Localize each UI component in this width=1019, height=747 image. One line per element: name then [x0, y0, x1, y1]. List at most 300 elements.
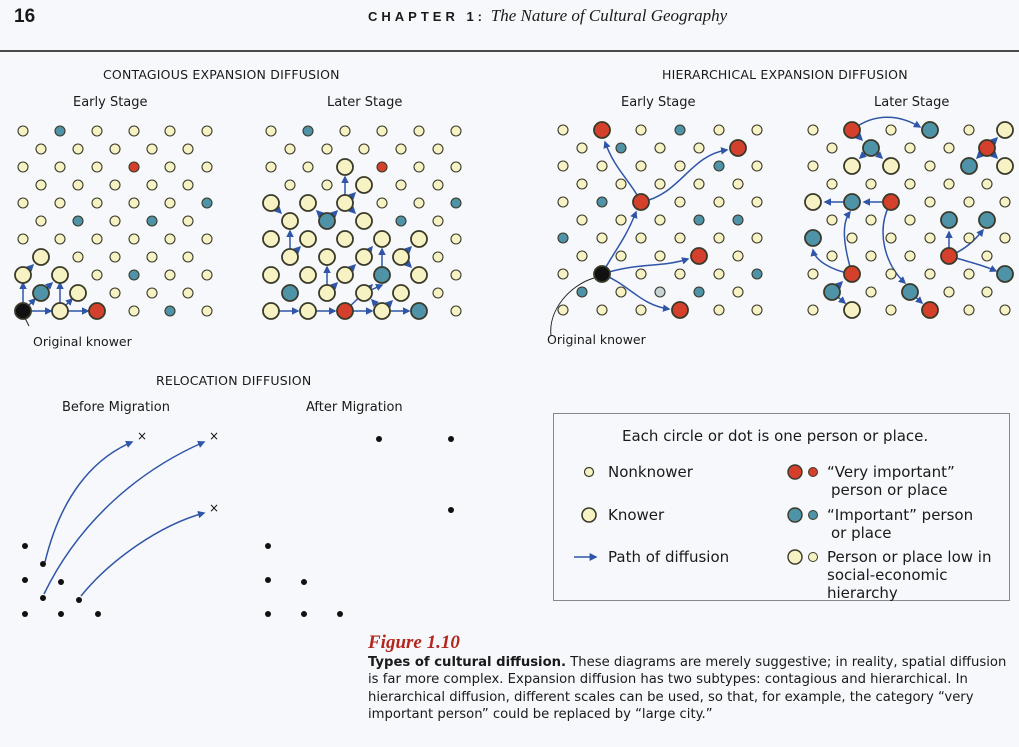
- low-person-dot: [558, 197, 568, 207]
- low-person-dot: [285, 180, 295, 190]
- person-dot: [448, 507, 454, 513]
- migrant-dot: [58, 579, 64, 585]
- diffusion-path: [641, 150, 727, 202]
- low-person-dot: [73, 180, 83, 190]
- low-person-dot: [714, 197, 724, 207]
- low-person-dot: [964, 305, 974, 315]
- low-person-dot: [322, 180, 332, 190]
- low-person-dot: [675, 197, 685, 207]
- very-important-small-icon: [809, 468, 818, 477]
- low-person-dot: [866, 215, 876, 225]
- low-person-dot: [129, 126, 139, 136]
- migrant-dot: [22, 611, 28, 617]
- important-person-dot: [733, 215, 743, 225]
- important-person-dot: [55, 126, 65, 136]
- important-person-dot: [558, 233, 568, 243]
- important-person-dot: [863, 140, 879, 156]
- low-person-dot: [165, 126, 175, 136]
- legend-important: “Important” person or place: [827, 506, 974, 542]
- knower-dot: [356, 249, 372, 265]
- low-person-dot: [714, 125, 724, 135]
- legend-very-important: “Very important” person or place: [827, 463, 955, 499]
- low-hierarchy-small-icon: [809, 553, 818, 562]
- low-person-dot: [202, 234, 212, 244]
- low-person-dot: [414, 162, 424, 172]
- low-person-dot: [827, 143, 837, 153]
- low-person-dot: [616, 215, 626, 225]
- low-person-dot: [92, 162, 102, 172]
- figure-caption: [368, 634, 1013, 724]
- low-person-dot: [655, 215, 665, 225]
- knower-dot: [319, 285, 335, 301]
- important-person-dot: [997, 266, 1013, 282]
- low-person-dot: [451, 234, 461, 244]
- low-person-dot: [414, 126, 424, 136]
- migrant-dot: [22, 543, 28, 549]
- very-important-person-dot: [730, 140, 746, 156]
- important-person-dot: [824, 284, 840, 300]
- low-person-dot: [129, 198, 139, 208]
- knower-dot: [300, 231, 316, 247]
- low-person-dot: [165, 198, 175, 208]
- low-person-dot: [266, 162, 276, 172]
- low-person-dot: [285, 144, 295, 154]
- knower-dot: [805, 194, 821, 210]
- low-person-dot: [377, 126, 387, 136]
- important-person-dot: [805, 230, 821, 246]
- person-dot: [376, 436, 382, 442]
- low-person-dot: [433, 180, 443, 190]
- low-hierarchy-large-icon: [788, 550, 802, 564]
- low-person-dot: [964, 125, 974, 135]
- low-person-dot: [752, 305, 762, 315]
- very-important-person-dot: [633, 194, 649, 210]
- important-small-icon: [809, 511, 818, 520]
- contagious-later-label: Later Stage: [327, 95, 403, 110]
- low-person-dot: [655, 143, 665, 153]
- hierarchical-later-diagram: [805, 117, 1013, 318]
- very-important-person-dot: [844, 122, 860, 138]
- low-person-dot: [1000, 233, 1010, 243]
- low-person-dot: [451, 270, 461, 280]
- low-person-dot: [714, 233, 724, 243]
- diffusion-path: [45, 442, 132, 562]
- migrant-dot: [58, 611, 64, 617]
- original-knower-dot: [594, 266, 610, 282]
- knower-dot: [263, 303, 279, 319]
- person-dot: [301, 579, 307, 585]
- low-person-dot: [733, 179, 743, 189]
- low-person-dot: [147, 144, 157, 154]
- low-person-dot: [303, 162, 313, 172]
- knower-dot: [70, 285, 86, 301]
- low-person-dot: [110, 252, 120, 262]
- low-person-dot: [55, 162, 65, 172]
- low-person-dot: [110, 144, 120, 154]
- low-person-dot: [944, 287, 954, 297]
- low-person-dot: [451, 162, 461, 172]
- low-person-dot: [636, 305, 646, 315]
- low-person-dot: [433, 252, 443, 262]
- important-person-dot: [396, 216, 406, 226]
- important-person-dot: [303, 126, 313, 136]
- low-person-dot: [92, 126, 102, 136]
- important-person-dot: [752, 269, 762, 279]
- hierarchical-later-label: Later Stage: [874, 95, 950, 110]
- low-person-dot: [18, 198, 28, 208]
- person-dot: [448, 436, 454, 442]
- low-person-dot: [616, 251, 626, 261]
- low-person-dot: [1000, 197, 1010, 207]
- low-person-dot: [905, 251, 915, 261]
- low-person-dot: [616, 287, 626, 297]
- relocation-after-label: After Migration: [306, 400, 403, 415]
- diffusion-path: [44, 442, 204, 594]
- low-person-dot: [183, 252, 193, 262]
- hierarchical-title: HIERARCHICAL EXPANSION DIFFUSION: [662, 67, 908, 82]
- low-person-dot: [982, 251, 992, 261]
- low-person-dot: [982, 287, 992, 297]
- knower-dot: [300, 195, 316, 211]
- very-important-large-icon: [788, 465, 802, 479]
- very-important-person-dot: [89, 303, 105, 319]
- important-person-dot: [902, 284, 918, 300]
- important-person-dot: [165, 306, 175, 316]
- low-person-dot: [577, 179, 587, 189]
- important-person-dot: [714, 161, 724, 171]
- low-person-dot: [733, 287, 743, 297]
- low-person-dot: [183, 216, 193, 226]
- low-person-dot: [714, 269, 724, 279]
- low-person-dot: [110, 288, 120, 298]
- knower-dot: [393, 285, 409, 301]
- low-person-dot: [925, 161, 935, 171]
- important-person-dot: [694, 287, 704, 297]
- low-person-dot: [451, 306, 461, 316]
- chapter-label: CHAPTER 1:: [368, 9, 487, 24]
- low-person-dot: [694, 143, 704, 153]
- low-person-dot: [636, 233, 646, 243]
- low-person-dot: [982, 179, 992, 189]
- low-person-dot: [808, 305, 818, 315]
- legend-box: [553, 413, 1010, 601]
- knower-dot: [52, 303, 68, 319]
- low-person-dot: [18, 234, 28, 244]
- very-important-person-dot: [844, 266, 860, 282]
- relocation-title: RELOCATION DIFFUSION: [156, 373, 312, 388]
- very-important-person-dot: [691, 248, 707, 264]
- important-person-dot: [202, 198, 212, 208]
- low-person-dot: [577, 251, 587, 261]
- diffusion-path: [81, 513, 204, 596]
- low-person-dot: [944, 179, 954, 189]
- knower-dot: [52, 267, 68, 283]
- low-person-dot: [266, 126, 276, 136]
- person-dot: [265, 577, 271, 583]
- important-person-dot: [597, 197, 607, 207]
- knower-dot: [393, 249, 409, 265]
- contagious-knower-pointer: [25, 318, 29, 326]
- knower-dot: [337, 159, 353, 175]
- contagious-later-diagram: [263, 126, 461, 319]
- low-person-dot: [925, 233, 935, 243]
- knower-dot: [411, 231, 427, 247]
- legend-nonknower: Nonknower: [608, 463, 693, 481]
- low-person-dot: [433, 216, 443, 226]
- low-person-dot: [847, 233, 857, 243]
- very-important-person-dot: [129, 162, 139, 172]
- low-person-dot: [886, 269, 896, 279]
- knower-dot: [282, 213, 298, 229]
- important-person-dot: [941, 212, 957, 228]
- person-dot: [301, 611, 307, 617]
- important-person-dot: [73, 216, 83, 226]
- very-important-person-dot: [883, 194, 899, 210]
- low-person-dot: [597, 233, 607, 243]
- important-person-dot: [675, 125, 685, 135]
- caption-lead: Types of cultural diffusion.: [368, 654, 567, 670]
- relocation-before-label: Before Migration: [62, 400, 170, 415]
- person-dot: [337, 611, 343, 617]
- low-person-dot: [129, 234, 139, 244]
- knower-dot: [337, 267, 353, 283]
- knower-dot: [282, 249, 298, 265]
- low-person-dot: [808, 161, 818, 171]
- knower-dot: [997, 122, 1013, 138]
- relocation-before-diagram: [22, 429, 219, 617]
- low-person-dot: [675, 269, 685, 279]
- low-person-dot: [752, 233, 762, 243]
- legend-knower: Knower: [608, 506, 665, 524]
- low-person-dot: [827, 215, 837, 225]
- low-person-dot: [827, 251, 837, 261]
- migrant-dot: [95, 611, 101, 617]
- very-important-person-dot: [377, 162, 387, 172]
- knower-dot: [15, 267, 31, 283]
- low-person-dot: [886, 233, 896, 243]
- very-important-person-dot: [337, 303, 353, 319]
- original-knower-dot: [15, 303, 31, 319]
- low-person-dot: [396, 180, 406, 190]
- important-person-dot: [147, 216, 157, 226]
- important-person-dot: [694, 215, 704, 225]
- low-person-dot: [202, 126, 212, 136]
- low-person-dot: [377, 198, 387, 208]
- knower-dot: [356, 177, 372, 193]
- knower-dot: [356, 285, 372, 301]
- destination-cross-icon: ×: [209, 501, 220, 515]
- knower-dot: [319, 249, 335, 265]
- low-person-dot: [147, 180, 157, 190]
- legend-path: Path of diffusion: [608, 548, 730, 566]
- important-person-dot: [922, 122, 938, 138]
- knower-dot: [263, 231, 279, 247]
- chapter-title: The Nature of Cultural Geography: [490, 6, 728, 25]
- low-person-dot: [433, 144, 443, 154]
- important-person-dot: [411, 303, 427, 319]
- knower-dot: [300, 303, 316, 319]
- low-person-dot: [55, 198, 65, 208]
- low-person-dot: [925, 269, 935, 279]
- low-person-dot: [147, 252, 157, 262]
- person-dot: [265, 611, 271, 617]
- migrant-dot: [40, 595, 46, 601]
- low-person-dot: [964, 233, 974, 243]
- low-person-dot: [733, 251, 743, 261]
- low-person-dot: [359, 144, 369, 154]
- page-number: 16: [14, 6, 36, 27]
- low-person-dot: [866, 179, 876, 189]
- low-person-dot: [92, 234, 102, 244]
- hierarchical-knower-pointer: [551, 278, 594, 336]
- low-person-dot: [577, 215, 587, 225]
- low-person-dot: [183, 180, 193, 190]
- low-person-dot: [396, 144, 406, 154]
- low-person-dot: [655, 179, 665, 189]
- contagious-early-label: Early Stage: [73, 95, 148, 110]
- knower-dot: [411, 267, 427, 283]
- low-person-dot: [905, 215, 915, 225]
- low-person-dot: [675, 233, 685, 243]
- low-person-dot: [886, 125, 896, 135]
- knower-dot: [263, 267, 279, 283]
- low-person-dot: [655, 251, 665, 261]
- low-person-dot: [183, 144, 193, 154]
- knower-dot: [33, 249, 49, 265]
- knower-dot: [844, 302, 860, 318]
- knower-dot: [374, 303, 390, 319]
- low-person-dot: [714, 305, 724, 315]
- low-person-dot: [414, 198, 424, 208]
- low-person-dot: [55, 234, 65, 244]
- knower-dot: [337, 195, 353, 211]
- important-person-dot: [33, 285, 49, 301]
- important-person-dot: [844, 194, 860, 210]
- destination-cross-icon: ×: [137, 429, 148, 443]
- contagious-early-diagram: [15, 126, 212, 319]
- important-person-dot: [577, 287, 587, 297]
- low-person-dot: [1000, 305, 1010, 315]
- low-person-dot: [752, 197, 762, 207]
- important-large-icon: [788, 508, 802, 522]
- low-person-dot: [18, 126, 28, 136]
- low-person-dot: [147, 288, 157, 298]
- low-person-dot: [886, 305, 896, 315]
- hierarchical-original-knower-label: Original knower: [547, 332, 646, 347]
- low-person-dot: [808, 125, 818, 135]
- legend-low-hierarchy: Person or place low in social-economic hierarchy: [827, 548, 992, 602]
- very-important-person-dot: [594, 122, 610, 138]
- low-person-dot: [577, 143, 587, 153]
- destination-cross-icon: ×: [209, 429, 220, 443]
- low-person-dot: [752, 161, 762, 171]
- low-person-dot: [202, 306, 212, 316]
- migrant-dot: [40, 561, 46, 567]
- very-important-person-dot: [979, 140, 995, 156]
- low-person-dot: [558, 305, 568, 315]
- very-important-person-dot: [672, 302, 688, 318]
- knower-icon: [582, 508, 596, 522]
- knower-dot: [374, 231, 390, 247]
- low-person-dot: [92, 198, 102, 208]
- low-person-dot: [866, 251, 876, 261]
- low-person-dot: [675, 161, 685, 171]
- important-person-dot: [616, 143, 626, 153]
- knower-dot: [300, 267, 316, 283]
- low-person-dot: [73, 144, 83, 154]
- important-person-dot: [961, 158, 977, 174]
- low-person-dot: [636, 269, 646, 279]
- important-person-dot: [979, 212, 995, 228]
- legend-heading: Each circle or dot is one person or place.: [622, 427, 929, 445]
- low-person-dot: [558, 125, 568, 135]
- low-person-dot: [752, 125, 762, 135]
- low-person-dot: [183, 288, 193, 298]
- low-person-dot: [944, 143, 954, 153]
- knower-dot: [263, 195, 279, 211]
- low-person-dot: [558, 269, 568, 279]
- important-person-dot: [129, 270, 139, 280]
- knower-dot: [844, 158, 860, 174]
- migrant-dot: [22, 577, 28, 583]
- low-person-dot: [36, 180, 46, 190]
- low-person-dot: [451, 126, 461, 136]
- contagious-title: CONTAGIOUS EXPANSION DIFFUSION: [103, 67, 340, 82]
- low-person-dot: [92, 270, 102, 280]
- low-person-dot: [558, 161, 568, 171]
- low-person-dot: [964, 197, 974, 207]
- low-person-dot: [905, 143, 915, 153]
- low-person-dot: [202, 270, 212, 280]
- low-person-dot: [322, 144, 332, 154]
- low-person-dot: [597, 161, 607, 171]
- low-person-dot: [616, 179, 626, 189]
- low-person-dot: [808, 269, 818, 279]
- important-person-dot: [451, 198, 461, 208]
- relocation-after-diagram: [265, 436, 454, 617]
- low-person-dot: [597, 305, 607, 315]
- caption-body: These diagrams are merely suggestive; in reality, spatial diffusion is far more complex. Expansion diffusion has two subtypes: contagious and hierarchical. In hierarchical diffusion, different scales can be used, so that, for example, the category “very important person” could be replaced by “large city.”: [368, 654, 1007, 722]
- low-person-dot: [827, 179, 837, 189]
- very-important-person-dot: [922, 302, 938, 318]
- knower-dot: [997, 158, 1013, 174]
- low-person-dot: [36, 144, 46, 154]
- hierarchical-early-diagram: [558, 122, 762, 318]
- important-person-dot: [319, 213, 335, 229]
- knower-dot: [883, 158, 899, 174]
- low-person-dot: [110, 216, 120, 226]
- low-person-dot: [110, 180, 120, 190]
- low-person-dot: [925, 197, 935, 207]
- important-person-dot: [282, 285, 298, 301]
- very-important-person-dot: [941, 248, 957, 264]
- important-person-dot: [374, 267, 390, 283]
- nonknower-icon: [585, 468, 594, 477]
- low-person-dot: [36, 216, 46, 226]
- knower-dot: [356, 213, 372, 229]
- low-person-dot: [433, 288, 443, 298]
- knower-dot: [337, 231, 353, 247]
- hierarchical-early-label: Early Stage: [621, 95, 696, 110]
- person-dot: [265, 543, 271, 549]
- migrant-dot: [76, 597, 82, 603]
- low-person-dot: [866, 287, 876, 297]
- low-person-dot: [202, 162, 212, 172]
- low-person-dot: [694, 179, 704, 189]
- person-dot: [655, 287, 665, 297]
- low-person-dot: [340, 126, 350, 136]
- low-person-dot: [165, 234, 175, 244]
